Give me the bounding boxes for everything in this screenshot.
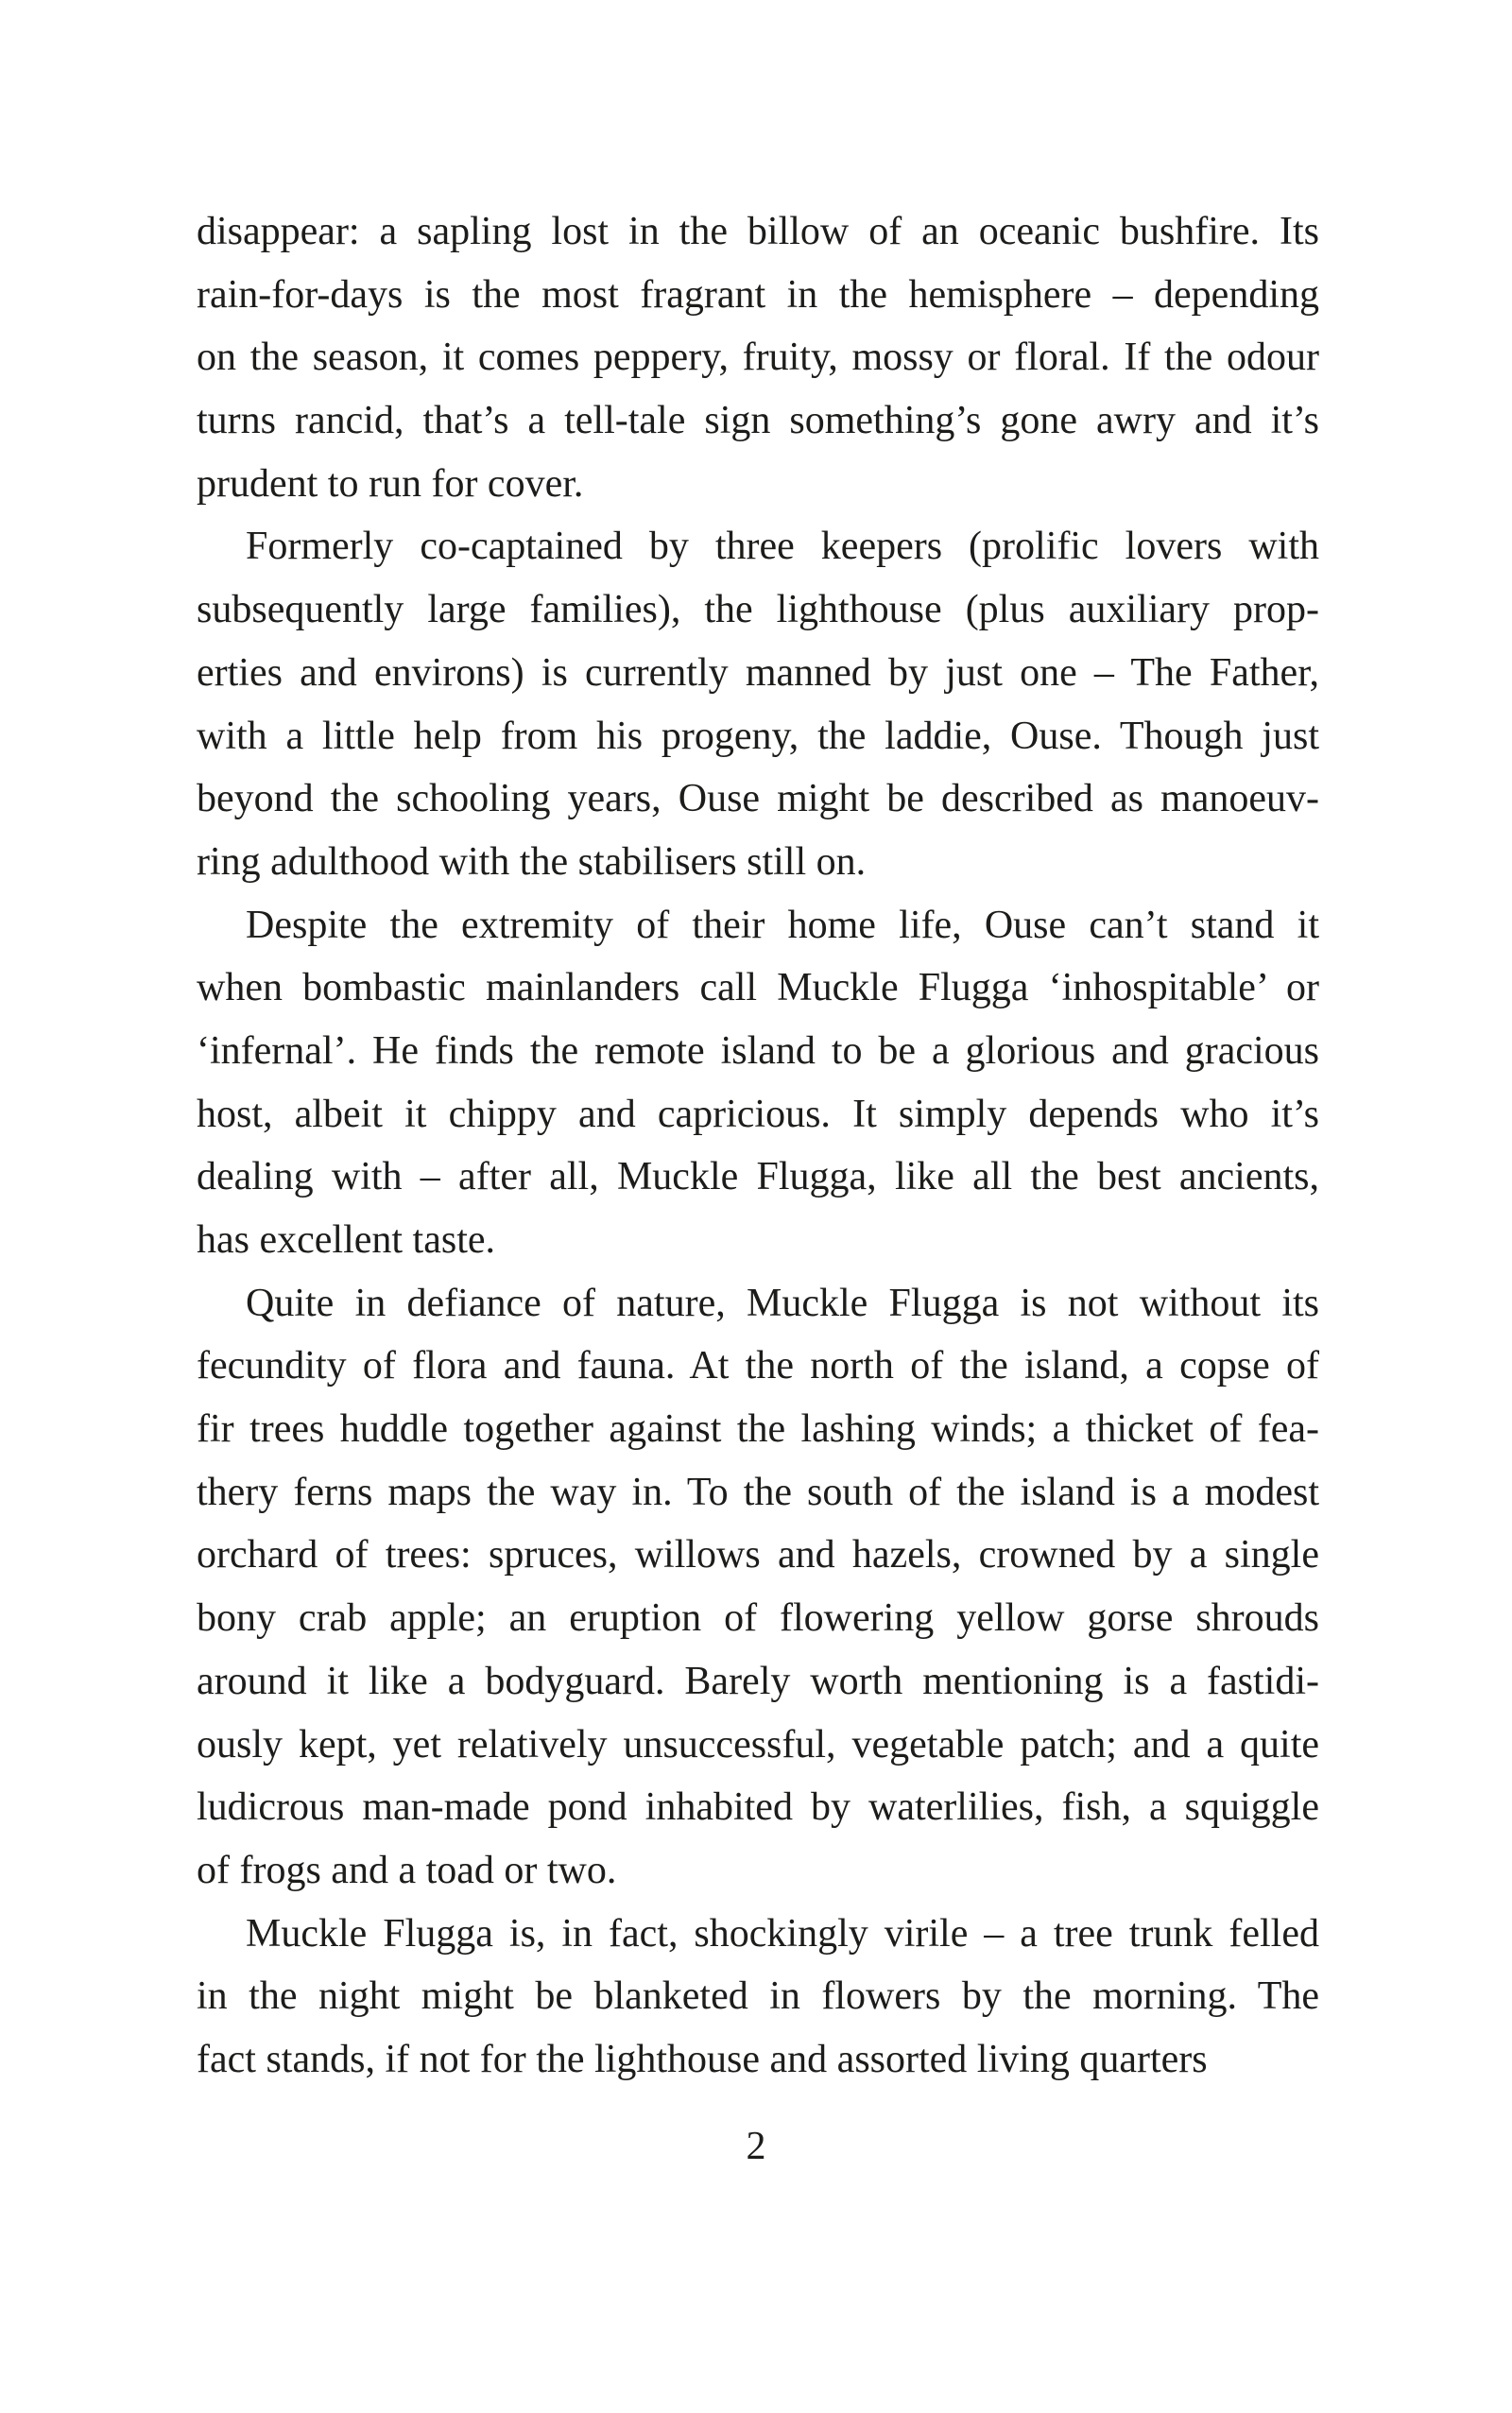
- text-line: Quite in defiance of nature, Muckle Flugga is not without its: [246, 1281, 1319, 1325]
- text-line: orchard of trees: spruces, willows and hazels, crowned by a single: [197, 1533, 1319, 1577]
- text-line: fecundity of flora and fauna. At the north of the island, a copse of: [197, 1344, 1319, 1388]
- text-line: erties and environs) is currently manned by just one – The Father,: [197, 650, 1319, 695]
- text-line: on the season, it comes peppery, fruity, mossy or floral. If the odour: [197, 336, 1319, 380]
- text-line: ring adulthood with the stabilisers still on.: [197, 839, 867, 884]
- text-line: thery ferns maps the way in. To the south of the island is a modest: [197, 1470, 1319, 1514]
- text-line: has excellent taste.: [197, 1218, 496, 1262]
- text-line: Formerly co-captained by three keepers (prolific lovers with: [246, 525, 1319, 569]
- text-line: rain-for-days is the most fragrant in the hemisphere – depending: [197, 272, 1319, 317]
- text-line: of frogs and a toad or two.: [197, 1848, 617, 1892]
- text-line: turns rancid, that’s a tell-tale sign something’s gone awry and it’s: [197, 399, 1319, 443]
- text-line: beyond the schooling years, Ouse might be described as manoeuv-: [197, 777, 1319, 821]
- text-line: bony crab apple; an eruption of flowering yellow gorse shrouds: [197, 1596, 1319, 1641]
- text-line: dealing with – after all, Muckle Flugga, like all the best ancients,: [197, 1155, 1319, 1199]
- text-line: with a little help from his progeny, the laddie, Ouse. Though just: [197, 714, 1319, 758]
- text-line: ously kept, yet relatively unsuccessful, vegetable patch; and a quite: [197, 1722, 1319, 1767]
- text-line: host, albeit it chippy and capricious. It simply depends who it’s: [197, 1092, 1319, 1136]
- text-line: around it like a bodyguard. Barely worth mentioning is a fastidi-: [197, 1659, 1319, 1703]
- text-line: Despite the extremity of their home life, Ouse can’t stand it: [246, 903, 1319, 947]
- text-block: [197, 200, 1319, 2092]
- text-line: ‘infernal’. He finds the remote island to be a glorious and gracious: [197, 1028, 1319, 1073]
- text-line: in the night might be blanketed in flowers by the morning. The: [197, 1974, 1319, 2019]
- text-line: ludicrous man-made pond inhabited by waterlilies, fish, a squiggle: [197, 1785, 1319, 1830]
- text-line: Muckle Flugga is, in fact, shockingly virile – a tree trunk felled: [246, 1911, 1319, 1956]
- page-number: 2: [746, 2125, 766, 2168]
- text-line: fact stands, if not for the lighthouse and assorted living quarters: [197, 2037, 1208, 2081]
- text-line: prudent to run for cover.: [197, 461, 584, 506]
- text-line: when bombastic mainlanders call Muckle Flugga ‘inhospitable’ or: [197, 966, 1319, 1010]
- text-line: fir trees huddle together against the lashing winds; a thicket of fea-: [197, 1407, 1319, 1452]
- text-line: disappear: a sapling lost in the billow of an oceanic bushfire. Its: [197, 210, 1319, 253]
- text-line: subsequently large families), the lighthouse (plus auxiliary prop-: [197, 588, 1319, 632]
